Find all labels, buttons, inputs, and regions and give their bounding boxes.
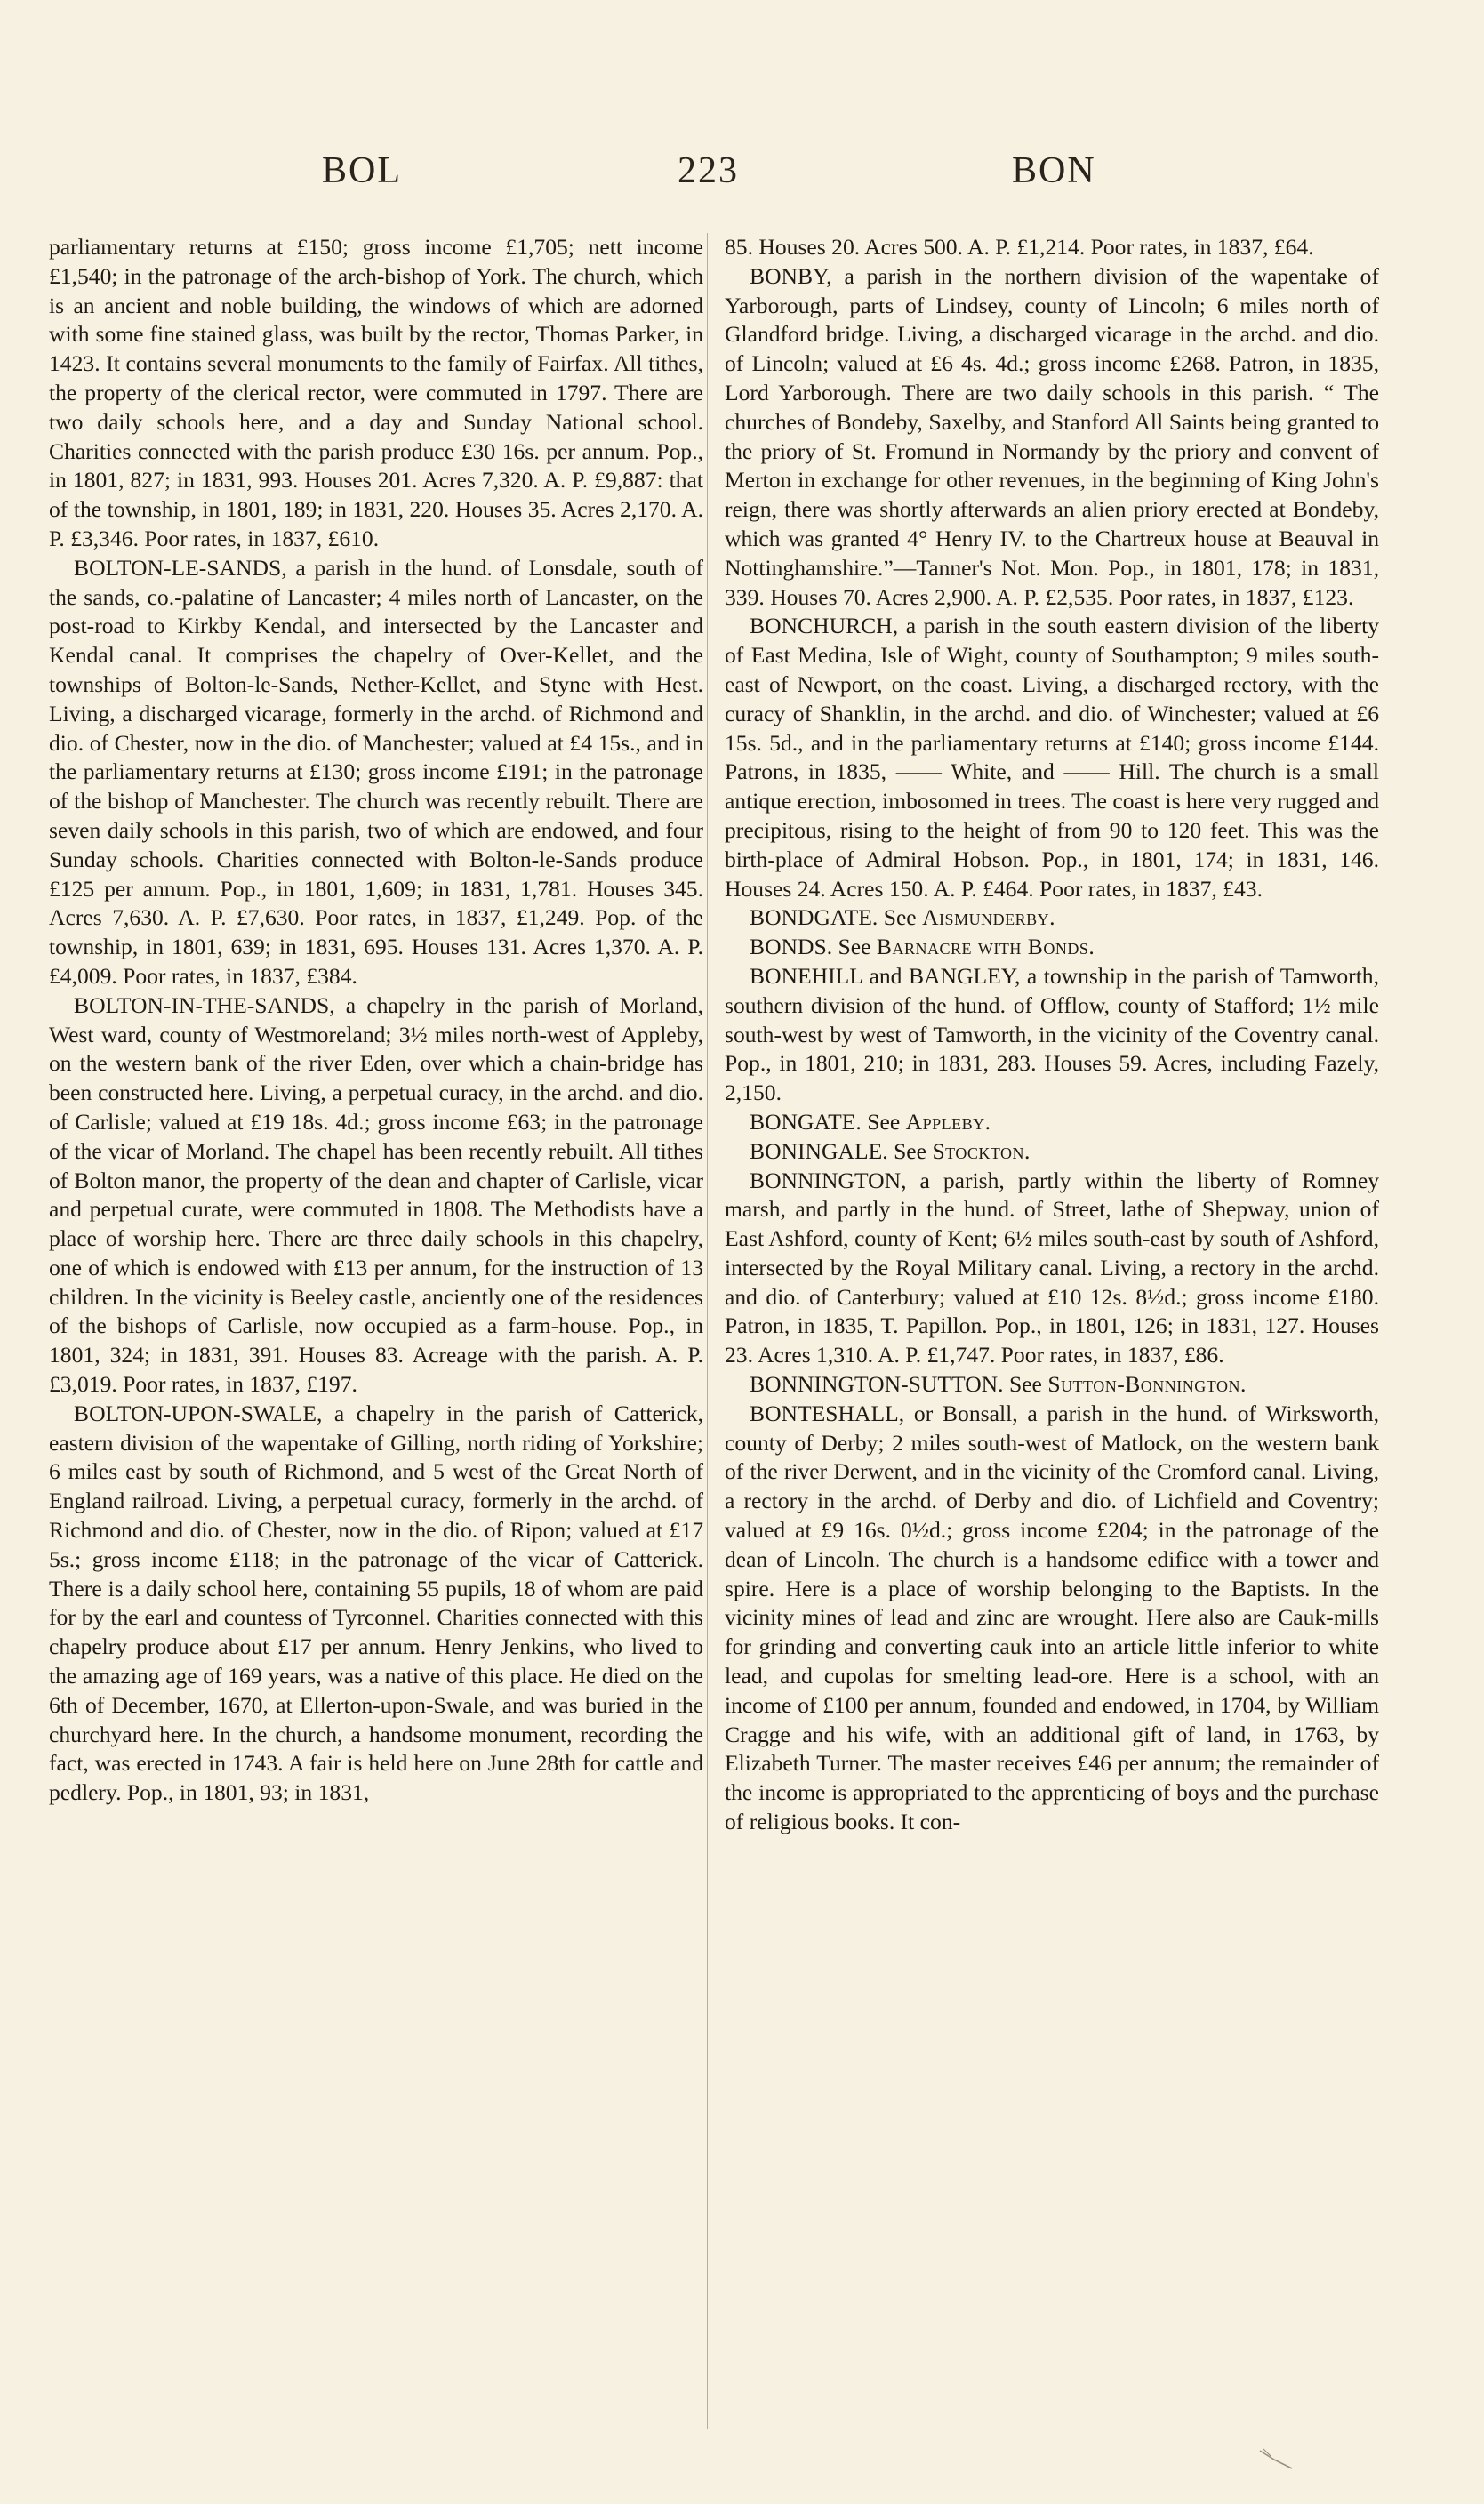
cross-reference <box>725 1108 1379 1137</box>
cross-reference-head: BONNINGTON-SUTTON. See <box>750 1371 1048 1398</box>
cross-reference <box>725 1370 1379 1400</box>
cross-reference-head: BONINGALE. See <box>750 1137 933 1164</box>
cross-reference <box>725 1137 1379 1167</box>
cross-reference-target: Sutton-Bonnington. <box>1047 1371 1247 1398</box>
running-head-left: BOL <box>322 150 402 191</box>
entry-text: BOLTON-LE-SANDS, a parish in the hund. of Lonsdale, south of the sands, co.-palatine of Lancaster; 4 miles north of Lancaster, on the post-road to Kirkby Kendal, and intersected by the Lancaster and Kendal canal. It comprises the chapelry of Over-Kellet, and the townships of Bolton-le-Sands, Nether-Kellet, and Styne with Hest. Living, a discharged vicarage, formerly in the archd. of Richmond and dio. of Chester, now in the dio. of Manchester; valued at £4 15s., and in the parliamentary returns at £130; gross income £191; in the patronage of the bishop of Manchester. The church was recently rebuilt. There are seven daily schools in this parish, two of which are endowed, and four Sunday schools. Charities connected with Bolton-le-Sands produce £125 per annum. Pop., in 1801, 1,609; in 1831, 1,781. Houses 345. Acres 7,630. A. P. £7,630. Poor rates, in 1837, £1,249. Pop. of the township, in 1801, 639; in 1831, 695. Houses 131. Acres 1,370. A. P. £4,009. Poor rates, in 1837, £384. <box>49 554 703 989</box>
cross-reference-target: Barnacre with Bonds. <box>876 934 1095 960</box>
entry-text: BONTESHALL, or Bonsall, a parish in the hund. of Wirksworth, county of Derby; 2 miles south-west of Matlock, on the western bank of the river Derwent, and in the vicinity of the Cromford canal. Living, a rectory in the archd. of Derby and dio. of Lichfield and Coventry; valued at £9 16s. 0½d.; gross income £204; in the patronage of the dean of Lincoln. The church is a handsome edifice with a tower and spire. Here is a place of worship belonging to the Baptists. In the vicinity mines of lead and zinc are wrought. Here also are Cauk-mills for grinding and converting cauk into an article little inferior to white lead, and cupolas for smelting lead-ore. Here is a school, with an income of £100 per annum, founded and endowed, in 1704, by William Cragge and his wife, with an additional gift of land, in 1763, by Elizabeth Turner. The master receives £46 per annum; the remainder of the income is appropriated to the apprenticing of boys and the purchase of religious books. It con- <box>725 1400 1379 1835</box>
entry-text: parliamentary returns at £150; gross income £1,705; nett income £1,540; in the patronage of the arch-bishop of York. The church, which is an ancient and noble building, the windows of which are adorned with some fine stained glass, was built by the rector, Thomas Parker, in 1423. It contains several monuments to the family of Fairfax. All tithes, the property of the clerical rector, were commuted in 1797. There are two daily schools here, and a day and Sunday National school. Charities connected with the parish produce £30 16s. per annum. Pop., in 1801, 827; in 1831, 993. Houses 201. Acres 7,320. A. P. £9,887: that of the township, in 1801, 189; in 1831, 220. Houses 35. Acres 2,170. A. P. £3,346. Poor rates, in 1837, £610. <box>49 234 703 551</box>
cross-reference-target: Stockton. <box>932 1137 1031 1164</box>
page-number: 223 <box>678 150 739 191</box>
cross-reference-head: BONDGATE. See <box>750 904 923 931</box>
entry-text: BONCHURCH, a parish in the south eastern division of the liberty of East Medina, Isle of Wight, county of Southampton; 9 miles south-east of Newport, on the coast. Living, a discharged rectory, with the curacy of Shanklin, in the archd. and dio. of Winchester; valued at £6 15s. 5d., and in the parliamentary returns at £140; gross income £144. Patrons, in 1835, —— White, and —— Hill. The church is a small antique erection, imbosomed in trees. The coast is here very rugged and precipitous, rising to the height of from 90 to 120 feet. This was the birth-place of Admiral Hobson. Pop., in 1801, 174; in 1831, 146. Houses 24. Acres 150. A. P. £464. Poor rates, in 1837, £43. <box>725 613 1379 902</box>
cross-reference-head: BONDS. See <box>750 934 877 960</box>
running-head <box>0 149 1484 203</box>
column-divider <box>707 233 708 2429</box>
entry-text: BOLTON-UPON-SWALE, a chapelry in the parish of Catterick, eastern division of the wapentake of Gilling, north riding of Yorkshire; 6 miles east by south of Richmond, and 5 west of the Great North of England railroad. Living, a perpetual curacy, formerly in the archd. of Richmond and dio. of Chester, now in the dio. of Ripon; valued at £17 5s.; gross income £118; in the patronage of the vicar of Catterick. There is a daily school here, containing 55 pupils, 18 of whom are paid for by the earl and countess of Tyrconnel. Charities connected with this chapelry produce about £17 per annum. Henry Jenkins, who lived to the amazing age of 169 years, was a native of this place. He died on the 6th of December, 1670, at Ellerton-upon-Swale, and was buried in the churchyard here. In the church, a handsome monument, recording the fact, was erected in 1743. A fair is held here on June 28th for cattle and pedlery. Pop., in 1801, 93; in 1831, <box>49 1400 703 1806</box>
cross-reference-target: Appleby. <box>905 1108 991 1135</box>
right-column <box>725 233 1379 1837</box>
cross-reference <box>725 903 1379 933</box>
cross-reference-target: Aismunderby. <box>922 904 1055 931</box>
entry-text: BONBY, a parish in the northern division of the wapentake of Yarborough, parts of Lindsey, county of Lincoln; 6 miles north of Glandford bridge. Living, a discharged vicarage in the archd. and dio. of Lincoln; valued at £6 4s. 4d.; gross income £268. Patron, in 1835, Lord Yarborough. There are two daily schools in this parish. “ The churches of Bondeby, Saxelby, and Stanford All Saints being granted to the priory of St. Fromund in Normandy by the priory and convent of Merton in exchange for other revenues, in the beginning of King John's reign, there was shortly afterwards an alien priory erected at Bondeby, which was granted 4° Henry IV. to the Chartreux house at Beauval in Nottinghamshire.”—Tanner's Not. Mon. Pop., in 1801, 178; in 1831, 339. Houses 70. Acres 2,900. A. P. £2,535. Poor rates, in 1837, £123. <box>725 262 1379 610</box>
cross-reference-head: BONGATE. See <box>750 1108 906 1135</box>
running-head-right: BON <box>1012 150 1096 191</box>
left-column <box>49 233 703 1808</box>
entry-text: BOLTON-IN-THE-SANDS, a chapelry in the parish of Morland, West ward, county of Westmoreland; 3½ miles north-west of Appleby, on the western bank of the river Eden, over which a chain-bridge has been constructed here. Living, a perpetual curacy, in the archd. and dio. of Carlisle; valued at £19 18s. 4d.; gross income £63; in the patronage of the vicar of Morland. The chapel has been recently rebuilt. All tithes of Bolton manor, the property of the dean and chapter of Carlisle, vicar and perpetual curate, were commuted in 1808. The Methodists have a place of worship here. There are three daily schools in this chapelry, one of which is endowed with £13 per annum, for the instruction of 13 children. In the vicinity is Beeley castle, anciently one of the residences of the bishops of Carlisle, now occupied as a farm-house. Pop., in 1801, 324; in 1831, 391. Houses 83. Acreage with the parish. A. P. £3,019. Poor rates, in 1837, £197. <box>49 991 703 1398</box>
scan-mark-icon <box>1258 2447 1294 2470</box>
entry-text: 85. Houses 20. Acres 500. A. P. £1,214. Poor rates, in 1837, £64. <box>725 234 1314 260</box>
entry-text: BONEHILL and BANGLEY, a township in the parish of Tamworth, southern division of the hund. of Offlow, county of Stafford; 1½ mile south-west by west of Tamworth, in the vicinity of the Coventry canal. Pop., in 1801, 210; in 1831, 283. Houses 59. Acres, including Fazely, 2,150. <box>725 962 1379 1106</box>
entry-text: BONNINGTON, a parish, partly within the liberty of Romney marsh, and partly in the hund. of Street, lathe of Shepway, union of East Ashford, county of Kent; 6½ miles south-east by south of Ashford, intersected by the Royal Military canal. Living, a rectory in the archd. and dio. of Canterbury; valued at £10 12s. 8½d.; gross income £180. Patron, in 1835, T. Papillon. Pop., in 1801, 126; in 1831, 127. Houses 23. Acres 1,310. A. P. £1,747. Poor rates, in 1837, £86. <box>725 1167 1379 1368</box>
cross-reference <box>725 933 1379 962</box>
